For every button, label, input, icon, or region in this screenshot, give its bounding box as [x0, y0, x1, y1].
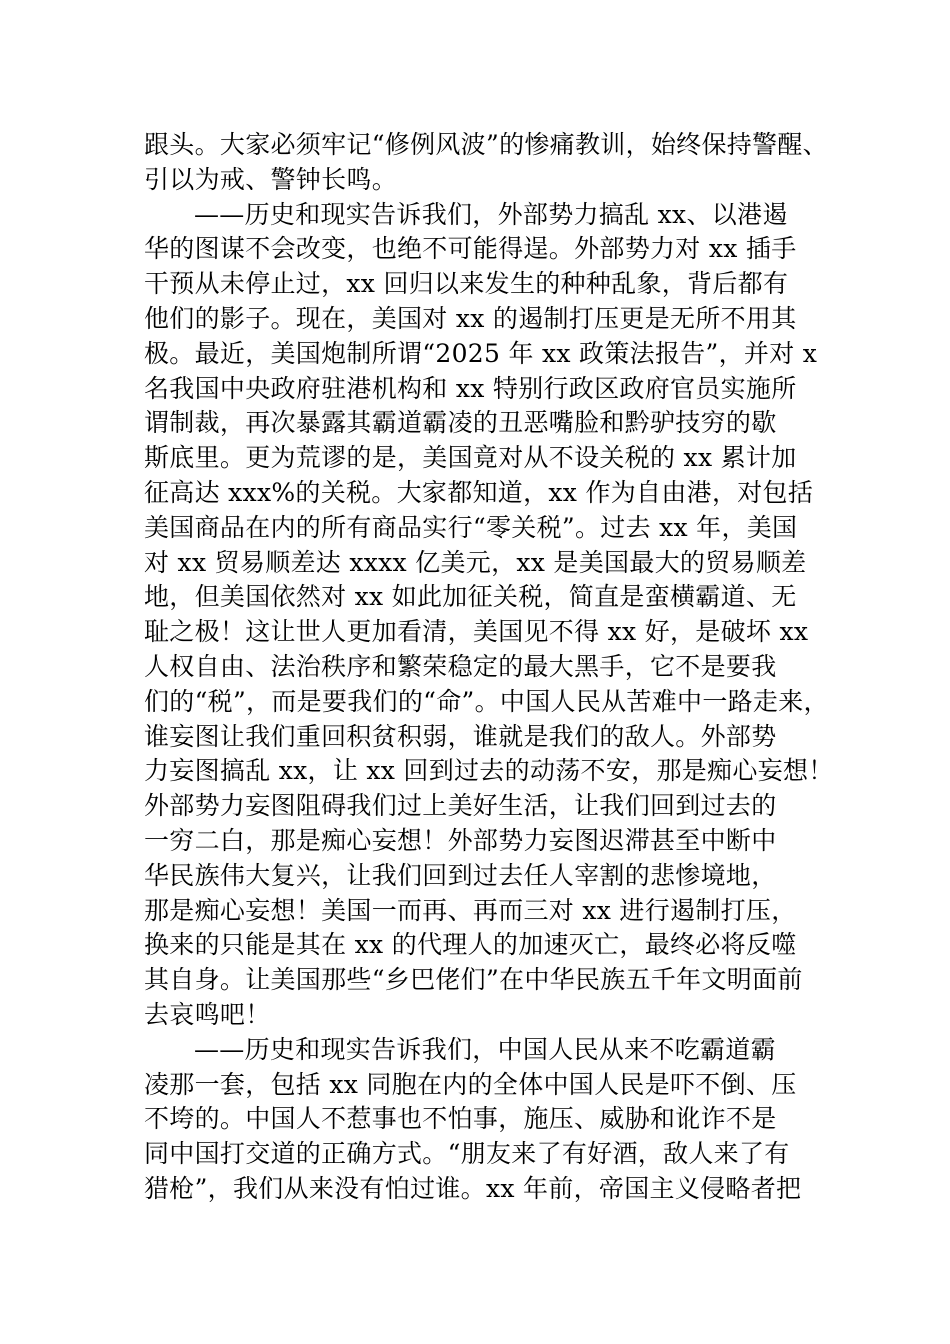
- text-line: 们的“税”，而是要我们的“命”。中国人民从苦难中一路走来，: [144, 686, 829, 716]
- text-line: 极。最近，美国炮制所谓“2025 年 xx 政策法报告”，并对 x: [144, 338, 818, 368]
- text-line: 不垮的。中国人不惹事也不怕事，施压、威胁和讹诈不是: [144, 1104, 777, 1134]
- text-line: 征高达 xxx%的关税。大家都知道，xx 作为自由港，对包括: [144, 477, 814, 507]
- text-line: 其自身。让美国那些“乡巴佬们”在中华民族五千年文明面前: [144, 965, 803, 995]
- text-line: 那是痴心妄想！美国一而再、再而三对 xx 进行遏制打压，: [144, 895, 797, 925]
- text-line: 华民族伟大复兴，让我们回到过去任人宰割的悲惨境地，: [144, 860, 777, 890]
- text-line: 力妄图搞乱 xx，让 xx 回到过去的动荡不安，那是痴心妄想！: [144, 756, 834, 786]
- text-line: 干预从未停止过，xx 回归以来发生的种种乱象，背后都有: [144, 269, 789, 299]
- paragraph-start-line: ——历史和现实告诉我们，中国人民从来不吃霸道霸: [194, 1034, 776, 1064]
- text-line: 斯底里。更为荒谬的是，美国竟对从不设关税的 xx 累计加: [144, 443, 797, 473]
- text-line: 谓制裁，再次暴露其霸道霸凌的丑恶嘴脸和黔驴技穷的歇: [144, 408, 777, 438]
- text-line: 同中国打交道的正确方式。“朋友来了有好酒，敌人来了有: [144, 1139, 790, 1169]
- text-line: 人权自由、法治秩序和繁荣稳定的最大黑手，它不是要我: [144, 651, 777, 681]
- text-line: 美国商品在内的所有商品实行“零关税”。过去 xx 年，美国: [144, 512, 798, 542]
- text-line: 耻之极！这让世人更加看清，美国见不得 xx 好，是破坏 xx: [144, 617, 809, 647]
- document-body: [144, 128, 834, 1207]
- text-line: 去哀鸣吧！: [144, 999, 271, 1029]
- text-line: 谁妄图让我们重回积贫积弱，谁就是我们的敌人。外部势: [144, 721, 777, 751]
- text-line: 他们的影子。现在，美国对 xx 的遏制打压更是无所不用其: [144, 303, 797, 333]
- text-line: 猎枪”，我们从来没有怕过谁。xx 年前，帝国主义侵略者把: [144, 1173, 802, 1203]
- text-line: 引以为戒、警钟长鸣。: [144, 164, 398, 194]
- text-line: 对 xx 贸易顺差达 xxxx 亿美元，xx 是美国最大的贸易顺差: [144, 547, 807, 577]
- text-line: 凌那一套，包括 xx 同胞在内的全体中国人民是吓不倒、压: [144, 1069, 797, 1099]
- text-line: 名我国中央政府驻港机构和 xx 特别行政区政府官员实施所: [144, 373, 797, 403]
- text-line: 地，但美国依然对 xx 如此加征关税，简直是蛮横霸道、无: [144, 582, 797, 612]
- text-line: 跟头。大家必须牢记“修例风波”的惨痛教训，始终保持警醒、: [144, 130, 828, 159]
- text-line: 换来的只能是其在 xx 的代理人的加速灭亡，最终必将反噬: [144, 930, 797, 960]
- text-line: 一穷二白，那是痴心妄想！外部势力妄图迟滞甚至中断中: [144, 825, 777, 855]
- text-line: 华的图谋不会改变，也绝不可能得逞。外部势力对 xx 插手: [144, 234, 797, 264]
- paragraph-start-line: ——历史和现实告诉我们，外部势力搞乱 xx、以港遏: [194, 199, 788, 229]
- text-line: 外部势力妄图阻碍我们过上美好生活，让我们回到过去的: [144, 791, 777, 821]
